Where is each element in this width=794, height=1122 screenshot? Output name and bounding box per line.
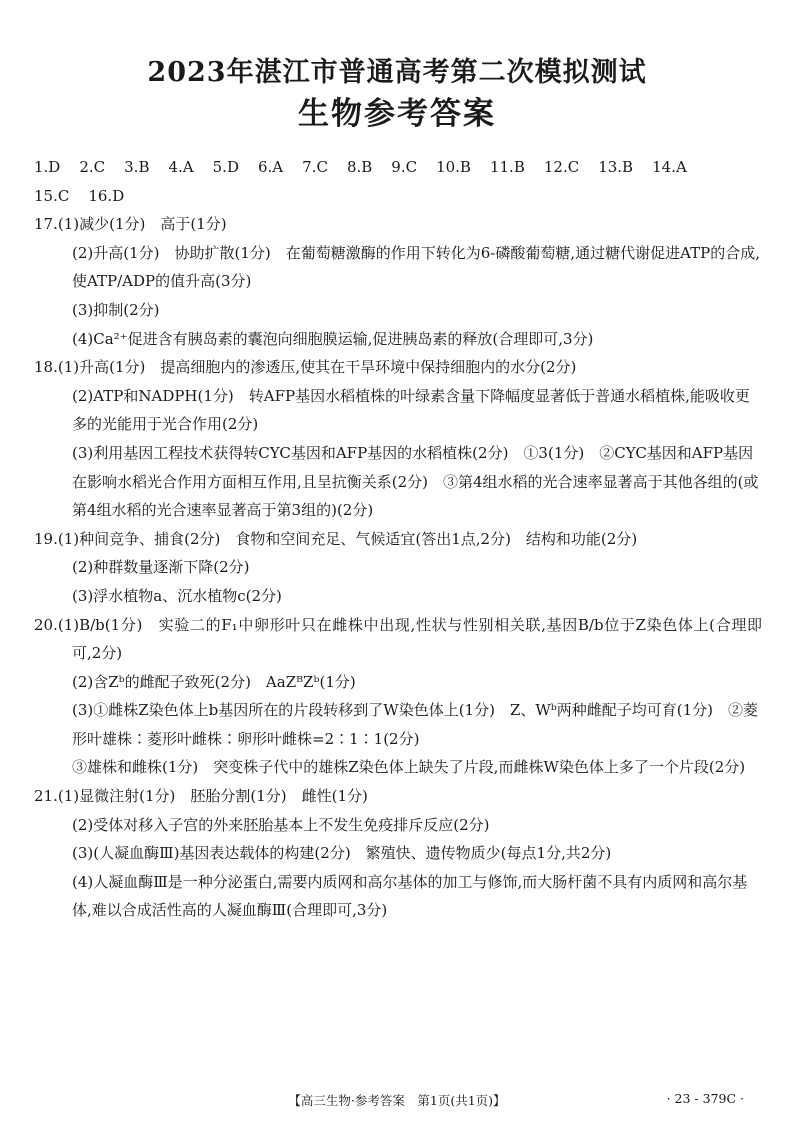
q18-number: 18.: [34, 358, 58, 377]
mcq-answer-4: 4.A: [168, 158, 194, 176]
q18-answer-1: (1)升高(1分) 提高细胞内的渗透压,使其在干旱环境中保持细胞内的水分(2分): [57, 358, 577, 377]
q20-answer-2: (2)含Zᵇ的雌配子致死(2分) AaZᴮZᵇ(1分): [72, 672, 356, 691]
mcq-row-2: [34, 182, 762, 211]
document-subtitle: 生物参考答案: [298, 96, 496, 132]
q17-answer-2: (2)升高(1分) 协助扩散(1分) 在葡萄糖激酶的作用下转化为6-磷酸葡萄糖,通过糖代谢促进ATP的合成,使ATP/ADP的值升高(3分): [72, 243, 761, 291]
q19-answer-3: (3)浮水植物a、沉水植物c(2分): [72, 586, 282, 605]
mcq-answer-15: 15.C: [34, 186, 70, 205]
q17-answer-1: (1)减少(1分) 高于(1分): [57, 215, 227, 234]
q19-answer-2: (2)种群数量逐渐下降(2分): [72, 558, 250, 577]
q19-answer-1: (1)种间竞争、捕食(2分) 食物和空间充足、气候适宜(答出1点,2分) 结构和功能(2分): [57, 529, 638, 548]
mcq-answer-1: 1.D: [34, 158, 61, 176]
q17-answer-3: (3)抑制(2分): [72, 300, 160, 319]
q21-answer-2: (2)受体对移入子宫的外来胚胎基本上不发生免疫排斥反应(2分): [72, 815, 490, 834]
mcq-row-1: [34, 153, 762, 182]
q21-answer-4: (4)人凝血酶Ⅲ是一种分泌蛋白,需要内质网和高尔基体的加工与修饰,而大肠杆菌不具有内质网和高尔基体,难以合成活性高的人凝血酶Ⅲ(合理即可,3分): [72, 872, 748, 920]
mcq-answer-12: 12.C: [543, 158, 580, 176]
document-title: 2023年湛江市普通高考第二次模拟测试: [147, 57, 647, 88]
q21-answer-3: (3)(人凝血酶Ⅲ)基因表达载体的构建(2分) 繁殖快、遗传物质少(每点1分,共2分): [72, 844, 612, 863]
mcq-answer-7: 7.C: [302, 158, 328, 176]
mcq-answer-6: 6.A: [257, 158, 284, 176]
mcq-answer-13: 13.B: [598, 158, 634, 176]
q17-number: 17.: [34, 215, 58, 234]
q17-part-1: [34, 210, 762, 239]
q19-part-1: [34, 525, 762, 554]
mcq-answer-8: 8.B: [346, 158, 373, 176]
mcq-answer-14: 14.A: [652, 158, 687, 176]
q18-answer-2: (2)ATP和NADPH(1分) 转AFP基因水稻植株的叶绿素含量下降幅度显著低于普通水稻植株,能吸收更多的光能用于光合作用(2分): [72, 386, 750, 434]
answer-content: [34, 153, 762, 925]
footer-code: · 23 - 379C ·: [666, 1091, 744, 1106]
q21-part-1: [34, 782, 762, 811]
q20-answer-3: (3)①雌株Z染色体上b基因所在的片段转移到了W染色体上(1分) Z、Wᵇ两种雌配子均可育(1分) ②菱形叶雄株∶菱形叶雌株∶卵形叶雌株=2∶1∶1(2分): [72, 701, 759, 748]
mcq-answer-3: 3.B: [124, 158, 150, 176]
q21-number: 21.: [34, 787, 58, 806]
mcq-answer-9: 9.C: [391, 158, 418, 176]
q18-part-1: [34, 353, 762, 382]
mcq-answer-2: 2.C: [79, 158, 106, 176]
q20-answer-1: (1)B/b(1分) 实验二的F₁中卵形叶只在雌株中出现,性状与性别相关联,基因B/b位于Z染色体上(合理即可,2分): [57, 615, 762, 663]
q20-answer-4: ③雄株和雌株(1分) 突变株子代中的雄株Z染色体上缺失了片段,而雌株W染色体上多了一个片段(2分): [72, 758, 746, 777]
q19-number: 19.: [34, 529, 58, 548]
q21-answer-1: (1)显微注射(1分) 胚胎分割(1分) 雌性(1分): [57, 787, 368, 806]
mcq-answer-10: 10.B: [436, 158, 471, 176]
mcq-answer-11: 11.B: [489, 158, 525, 176]
q17-answer-4: (4)Ca²⁺促进含有胰岛素的囊泡向细胞膜运输,促进胰岛素的释放(合理即可,3分): [72, 329, 594, 348]
mcq-answer-5: 5.D: [212, 158, 239, 176]
q20-number: 20.: [34, 615, 58, 634]
footer-page-info: 【高三生物·参考答案 第1页(共1页)】: [288, 1093, 506, 1108]
mcq-answer-16: 16.D: [88, 186, 125, 205]
q18-answer-3: (3)利用基因工程技术获得转CYC基因和AFP基因的水稻植株(2分) ①3(1分) ②CYC基因和AFP基因在影响水稻光合作用方面相互作用,且呈抗衡关系(2分) ③第4组水稻的光合速率显著高于其他各组的(或第4组水稻的光合速率显著高于第3组的)(2分): [72, 443, 759, 520]
q20-part-1: [34, 611, 762, 668]
